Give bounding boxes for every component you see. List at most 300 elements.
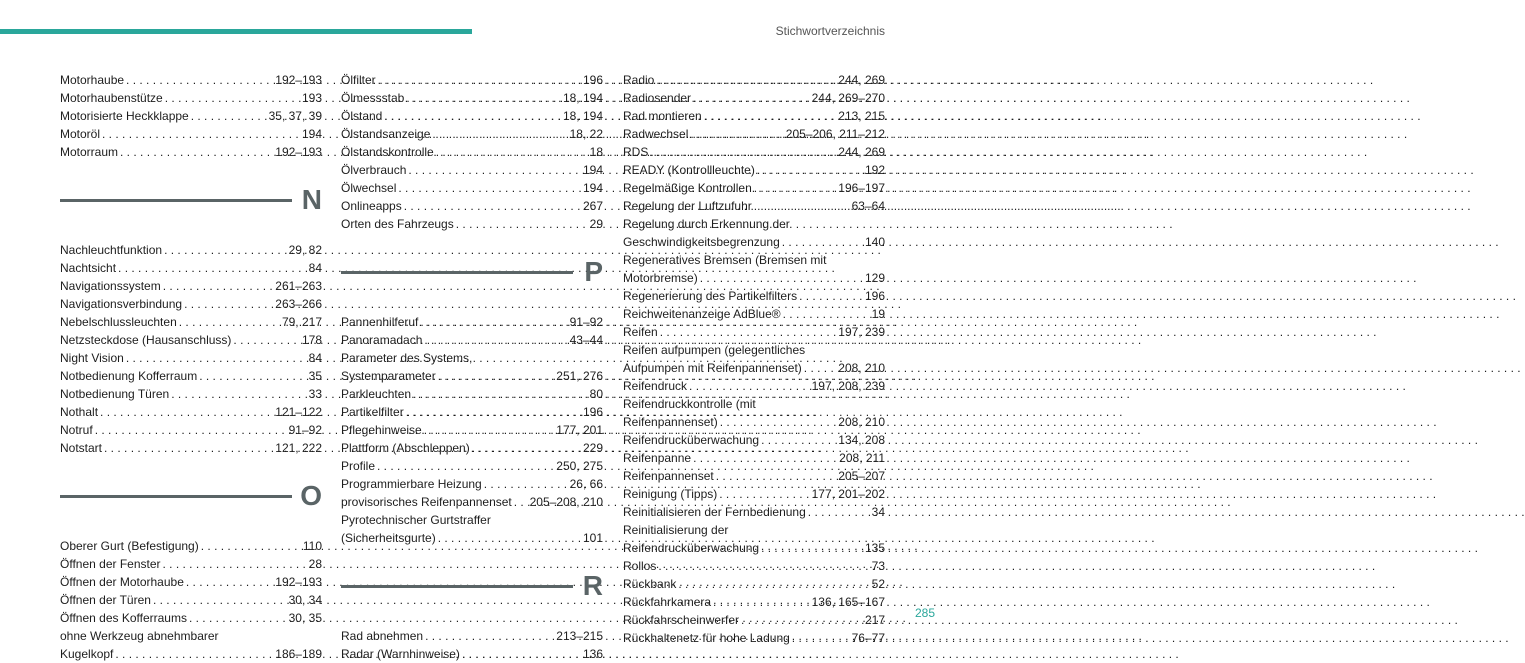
index-entry-row [341, 161, 603, 179]
index-page-refs: 18, 194 [562, 109, 603, 123]
index-entry [623, 629, 885, 647]
index-entry-row [341, 529, 603, 547]
index-entry-row [341, 71, 603, 89]
index-entry [341, 161, 603, 179]
index-page-refs: 84 [308, 261, 322, 275]
index-entry [623, 143, 885, 161]
index-entry-row [623, 413, 885, 431]
index-entry [623, 593, 885, 611]
index-term: Orten des Fahrzeugs [341, 217, 454, 231]
index-page-refs: 229 [582, 441, 603, 455]
index-page-refs: 91–92 [288, 423, 322, 437]
index-page-refs: 177, 201 [556, 423, 603, 437]
index-page-refs: 196 [864, 289, 885, 303]
index-page-refs: 30, 34 [288, 593, 322, 607]
index-page-refs: 244, 269 [838, 145, 885, 159]
index-page-refs: 192–193 [275, 575, 322, 589]
leader-dots [720, 413, 836, 431]
leader-dots [100, 403, 272, 421]
index-page-refs: 121–122 [275, 405, 322, 419]
index-page-refs: 30, 35 [288, 611, 322, 625]
index-term: Oberer Gurt (Befestigung) [60, 539, 199, 553]
index-entry [60, 403, 322, 421]
leader-dots [413, 385, 587, 403]
section-divider [60, 199, 292, 202]
index-term: Nothalt [60, 405, 99, 419]
leader-dots [420, 313, 566, 331]
index-page-refs: 134, 208 [838, 433, 885, 447]
leader-dots [436, 143, 587, 161]
index-term: Ölstandskontrolle [341, 145, 434, 159]
index-entry-row [60, 367, 322, 385]
index-term: Night Vision [60, 351, 124, 365]
index-entry-row [623, 431, 885, 449]
index-entry-row [60, 385, 322, 403]
index-entry [341, 107, 603, 125]
index-entry-row [341, 475, 603, 493]
index-entry-row [623, 359, 885, 377]
index-page-refs: 136 [582, 647, 603, 661]
index-term: Motorbremse) [623, 271, 698, 285]
section-divider [341, 271, 573, 274]
leader-dots [201, 537, 300, 555]
leader-dots [656, 71, 835, 89]
index-entry-row [341, 385, 603, 403]
index-entry [341, 475, 603, 493]
index-term: (Sicherheitsgurte) [341, 531, 436, 545]
index-column-1 [60, 71, 322, 663]
section-divider [341, 585, 573, 588]
index-page-refs: 29 [589, 217, 603, 231]
index-entry [341, 197, 603, 215]
index-entry-row [623, 557, 885, 575]
index-entry-row [623, 503, 885, 521]
index-entry [623, 71, 885, 89]
index-page-refs: 192 [864, 163, 885, 177]
index-page-refs: 196 [582, 405, 603, 419]
index-term: Reinitialisieren der Fernbedienung [623, 505, 806, 519]
index-entry [341, 493, 603, 511]
index-entry-row [60, 277, 322, 295]
index-entry [623, 251, 885, 287]
leader-dots [658, 557, 868, 575]
index-page-refs: 192–193 [275, 73, 322, 87]
index-entry [60, 367, 322, 385]
index-term: Nachleuchtfunktion [60, 243, 163, 257]
index-entry [60, 627, 322, 663]
index-page-refs: 33 [308, 387, 322, 401]
index-term: Kugelkopf [60, 647, 114, 661]
leader-dots [115, 645, 272, 663]
index-entry-row [623, 323, 885, 341]
index-page-refs: 129 [864, 271, 885, 285]
leader-dots [693, 449, 836, 467]
index-entry-row [623, 485, 885, 503]
leader-dots [424, 421, 554, 439]
index-term: Parkleuchten [341, 387, 412, 401]
page-number: 285 [914, 606, 935, 620]
index-page-refs: 110 [302, 539, 322, 553]
index-entry [341, 313, 603, 331]
leader-dots [782, 233, 862, 251]
index-term: Motorisierte Heckklappe [60, 109, 189, 123]
leader-dots [424, 331, 566, 349]
index-entry-row [60, 537, 322, 555]
index-entry [60, 313, 322, 331]
index-entry-row [60, 241, 322, 259]
index-term: Regelung der Luftzufuhr [623, 199, 752, 213]
leader-dots [171, 385, 305, 403]
index-term: Ölwechsel [341, 181, 397, 195]
index-term: Ölstandsanzeige [341, 127, 431, 141]
index-page-refs: 263–266 [275, 297, 322, 311]
index-entry-row [623, 575, 885, 593]
index-page-refs: 29, 82 [288, 243, 322, 257]
leader-dots [689, 377, 809, 395]
index-entry [623, 485, 885, 503]
index-page-refs: 205–207 [838, 469, 885, 483]
index-entry-row [341, 367, 603, 385]
section-letter-o [60, 479, 322, 527]
leader-dots [163, 555, 306, 573]
index-page-refs: 261–263 [275, 279, 322, 293]
index-term: Reifenpannenset [623, 469, 714, 483]
index-page-refs: 251, 276 [556, 369, 603, 383]
index-entry [623, 89, 885, 107]
index-term: Nebelschlussleuchten [60, 315, 177, 329]
index-term: Öffnen der Motorhaube [60, 575, 184, 589]
index-page-refs: 84 [308, 351, 322, 365]
leader-dots [650, 143, 835, 161]
index-term: Reinigung (Tipps) [623, 487, 718, 501]
index-page-refs: 52 [871, 577, 885, 591]
index-entry [341, 179, 603, 197]
index-term: Plattform (Abschleppen) [341, 441, 470, 455]
index-entry-row [60, 609, 322, 627]
index-page-refs: 208, 210 [838, 361, 885, 375]
leader-dots [660, 323, 836, 341]
leader-dots [406, 89, 560, 107]
index-term: Motoröl [60, 127, 101, 141]
index-term: RDS [623, 145, 649, 159]
index-page-refs: 136, 165–167 [811, 595, 885, 609]
index-page-refs: 35 [308, 369, 322, 383]
leader-dots [406, 403, 580, 421]
index-entry-row [341, 331, 603, 349]
index-term: Ölmessstab [341, 91, 405, 105]
index-entry-line: Parameter des Systems, [341, 351, 473, 365]
index-term: Nachtsicht [60, 261, 117, 275]
index-entry [341, 645, 603, 663]
index-term: Reifendrucküberwachung [623, 433, 760, 447]
leader-dots [165, 89, 299, 107]
leader-dots [199, 367, 305, 385]
index-entry-row [623, 179, 885, 197]
leader-dots [754, 197, 849, 215]
section-letter: O [300, 480, 322, 511]
index-term: Ölverbrauch [341, 163, 407, 177]
index-entry-line: Regeneratives Bremsen (Bremsen mit [623, 253, 827, 267]
index-entry-row [623, 71, 885, 89]
index-entry [60, 259, 322, 277]
header-accent-bar [0, 29, 472, 34]
index-entry [623, 575, 885, 593]
index-term: Öffnen der Türen [60, 593, 151, 607]
index-entry-row [623, 305, 885, 323]
section-divider [60, 495, 292, 498]
index-term: Rad montieren [623, 109, 702, 123]
leader-dots [408, 161, 580, 179]
section-letter-p [341, 255, 603, 303]
leader-dots [179, 313, 279, 331]
leader-dots [484, 475, 567, 493]
index-entry-row [623, 467, 885, 485]
index-term: Ölfilter [341, 73, 376, 87]
index-term: Panoramadach [341, 333, 423, 347]
leader-dots [438, 529, 580, 547]
index-page-refs: 140 [864, 235, 885, 249]
leader-dots [186, 573, 272, 591]
index-page-refs: 26, 66 [569, 477, 603, 491]
index-entry-row [60, 349, 322, 367]
index-entry-row [341, 457, 603, 475]
index-entry [623, 215, 885, 251]
leader-dots [404, 197, 580, 215]
index-page-refs: 213, 215 [838, 109, 885, 123]
page-header-title: Stichwortverzeichnis [775, 24, 885, 38]
index-entry [341, 439, 603, 457]
index-entry [60, 385, 322, 403]
index-term: Rückhaltenetz für hohe Ladung [623, 631, 790, 645]
index-term: Motorhaube [60, 73, 125, 87]
index-page-refs: 76–77 [851, 631, 885, 645]
index-entry-row [60, 89, 322, 107]
index-page-refs: 186–189 [275, 647, 322, 661]
index-term: READY (Kontrollleuchte) [623, 163, 755, 177]
index-entry-row [341, 107, 603, 125]
index-entry [341, 89, 603, 107]
index-term: Regelmäßige Kontrollen [623, 181, 752, 195]
index-page-refs: 18, 22 [569, 127, 603, 141]
index-entry [341, 385, 603, 403]
leader-dots [799, 287, 862, 305]
index-entry-row [341, 493, 603, 511]
leader-dots [514, 493, 527, 511]
index-entry [623, 161, 885, 179]
index-entry [341, 331, 603, 349]
index-term: Rückfahrkamera [623, 595, 712, 609]
index-entry-row [60, 439, 322, 457]
index-term: Notruf [60, 423, 93, 437]
index-entry [341, 215, 603, 233]
index-term: Öffnen der Fenster [60, 557, 161, 571]
index-entry [623, 557, 885, 575]
index-term: Navigationsverbindung [60, 297, 183, 311]
index-page-refs: 35, 37, 39 [268, 109, 322, 123]
leader-dots [757, 161, 862, 179]
index-entry [341, 627, 603, 645]
leader-dots [126, 349, 306, 367]
index-entry [341, 511, 603, 547]
leader-dots [377, 457, 553, 475]
index-entry [341, 403, 603, 421]
index-page-refs: 63–64 [851, 199, 885, 213]
leader-dots [164, 241, 286, 259]
index-entry [341, 125, 603, 143]
index-term: Motorraum [60, 145, 119, 159]
index-page-refs: 43–44 [569, 333, 603, 347]
index-term: Profile [341, 459, 376, 473]
index-entry [623, 503, 885, 521]
index-page-refs: 135 [864, 541, 885, 555]
leader-dots [191, 107, 266, 125]
index-entry [623, 125, 885, 143]
index-term: provisorisches Reifenpannenset [341, 495, 512, 509]
index-entry-row [623, 539, 885, 557]
index-term: Radwechsel [623, 127, 689, 141]
index-entry-row [341, 439, 603, 457]
index-page-refs: 197, 239 [838, 325, 885, 339]
index-entry-row [341, 421, 603, 439]
index-entry [623, 449, 885, 467]
index-page-refs: 197, 208, 239 [811, 379, 885, 393]
leader-dots [153, 591, 286, 609]
leader-dots [783, 305, 869, 323]
leader-dots [462, 645, 580, 663]
index-entry-row [341, 197, 603, 215]
index-page-refs: 19 [871, 307, 885, 321]
section-letter-n [60, 183, 322, 231]
index-page-refs: 34 [871, 505, 885, 519]
index-page-refs: 192–193 [275, 145, 322, 159]
index-entry [60, 295, 322, 313]
leader-dots [102, 125, 299, 143]
index-page-refs: 196 [582, 73, 603, 87]
index-entry-row [623, 629, 885, 647]
index-entry-line: Reinitialisierung der [623, 523, 729, 537]
index-entry [60, 573, 322, 591]
index-entry [341, 457, 603, 475]
index-entry-row [60, 313, 322, 331]
index-entry-row [623, 287, 885, 305]
section-letter: R [582, 570, 603, 601]
index-entry-row [623, 107, 885, 125]
index-entry [341, 143, 603, 161]
index-page-refs: 101 [582, 531, 603, 545]
leader-dots [713, 593, 809, 611]
index-page-refs: 18, 194 [562, 91, 603, 105]
index-term: Öffnen des Kofferraums [60, 611, 187, 625]
index-entry-row [341, 143, 603, 161]
leader-dots [233, 331, 299, 349]
index-term: Radio [623, 73, 655, 87]
index-term: Motorhaubenstütze [60, 91, 163, 105]
leader-dots [761, 539, 862, 557]
index-entry-row [623, 143, 885, 161]
index-entry [60, 241, 322, 259]
leader-dots [104, 439, 272, 457]
index-term: Reifendrucküberwachung [623, 541, 760, 555]
index-entry-row [60, 591, 322, 609]
index-entry-row [60, 331, 322, 349]
index-term: Rad abnehmen [341, 629, 424, 643]
index-term: Radar (Warnhinweise) [341, 647, 460, 661]
index-page-refs: 178 [301, 333, 322, 347]
leader-dots [754, 179, 836, 197]
index-page-refs: 194 [582, 181, 603, 195]
index-entry [60, 143, 322, 161]
index-entry-row [60, 259, 322, 277]
leader-dots [678, 575, 868, 593]
index-entry-row [60, 107, 322, 125]
index-entry-row [60, 645, 322, 663]
leader-dots [456, 215, 587, 233]
leader-dots [163, 277, 273, 295]
index-page-refs: 18 [589, 145, 603, 159]
leader-dots [716, 467, 836, 485]
index-entry-row [341, 403, 603, 421]
index-entry [623, 395, 885, 431]
index-entry-row [341, 89, 603, 107]
index-entry-row [60, 71, 322, 89]
index-entry [341, 349, 603, 385]
leader-dots [398, 179, 580, 197]
leader-dots [438, 367, 554, 385]
leader-dots [378, 71, 580, 89]
index-entry-row [623, 269, 885, 287]
index-entry [623, 611, 885, 629]
leader-dots [118, 259, 306, 277]
leader-dots [432, 125, 566, 143]
index-entry [60, 107, 322, 125]
index-page-refs: 193 [301, 91, 322, 105]
index-entry-row [341, 179, 603, 197]
index-page-refs: 196–197 [838, 181, 885, 195]
leader-dots [719, 485, 808, 503]
index-entry [623, 107, 885, 125]
index-page-refs: 194 [582, 163, 603, 177]
index-entry-row [623, 449, 885, 467]
index-term: Netzsteckdose (Hausanschluss) [60, 333, 232, 347]
leader-dots [189, 609, 286, 627]
index-entry [60, 71, 322, 89]
index-page-refs: 208, 210 [838, 415, 885, 429]
index-term: Systemparameter [341, 369, 436, 383]
leader-dots [808, 503, 869, 521]
index-entry [623, 467, 885, 485]
index-term: Navigationssystem [60, 279, 161, 293]
section-letter-r [341, 569, 603, 617]
index-page-refs: 177, 201–202 [811, 487, 885, 501]
leader-dots [95, 421, 286, 439]
index-page-refs: 80 [589, 387, 603, 401]
index-entry-line: Regelung durch Erkennung der [623, 217, 790, 231]
index-term: Partikelfilter [341, 405, 404, 419]
index-entry-row [60, 295, 322, 313]
leader-dots [741, 611, 862, 629]
index-entry-row [623, 593, 885, 611]
index-entry [60, 537, 322, 555]
index-entry-line: Pyrotechnischer Gurtstraffer [341, 513, 491, 527]
index-entry-row [623, 125, 885, 143]
index-entry [60, 609, 322, 627]
index-page-refs: 73 [871, 559, 885, 573]
index-page-refs: 79, 217 [281, 315, 322, 329]
index-term: Regenerierung des Partikelfilters [623, 289, 798, 303]
index-page-refs: 205–208, 210 [529, 495, 603, 509]
index-entry-row [623, 161, 885, 179]
index-entry [623, 323, 885, 341]
